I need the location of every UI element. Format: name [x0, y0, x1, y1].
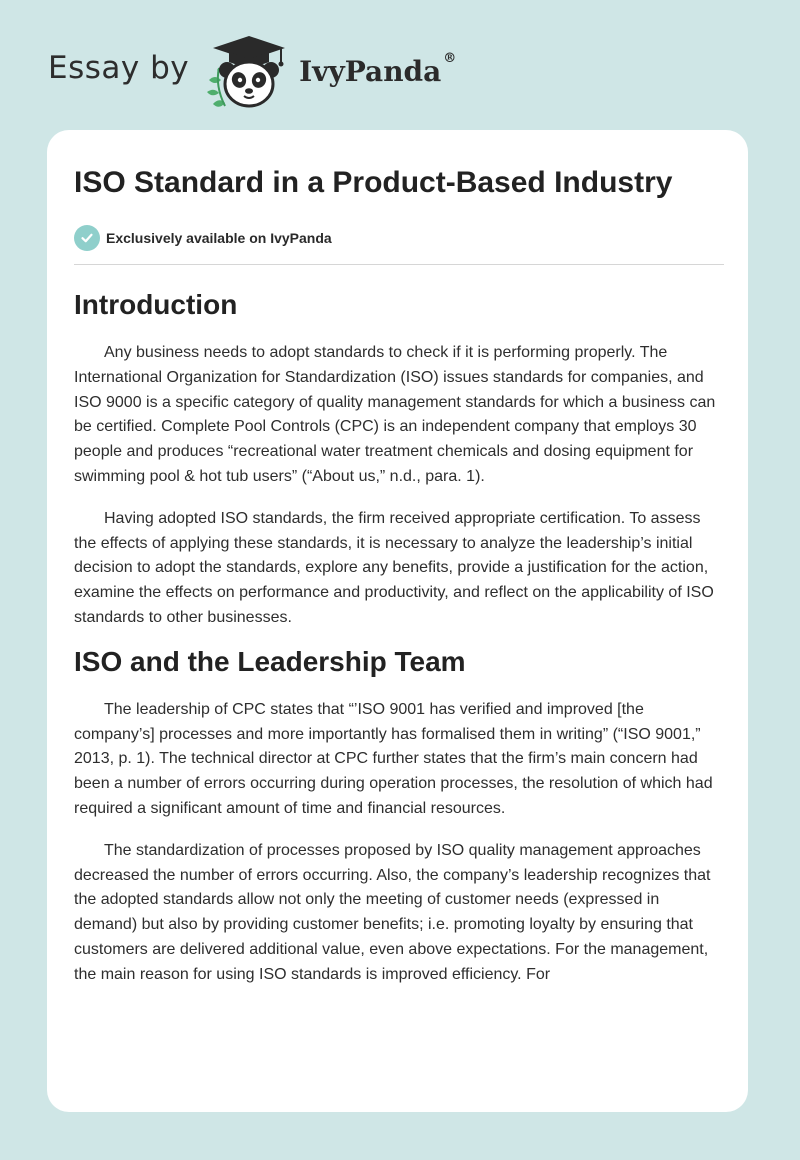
check-icon: [74, 225, 100, 251]
page-title: ISO Standard in a Product-Based Industry: [74, 166, 673, 199]
section-heading-leadership: ISO and the Leadership Team: [74, 645, 466, 677]
exclusive-label: Exclusively available on IvyPanda: [106, 230, 332, 246]
exclusive-badge: [74, 224, 724, 252]
brand-name-text: IvyPanda: [299, 54, 442, 88]
divider: [74, 264, 724, 265]
brand-header[interactable]: [48, 34, 456, 110]
paragraph: Having adopted ISO standards, the firm received appropriate certification. To assess the effects of applying these standards, it is necessary to analyze the leadership’s initial decision to adopt the standards, explore any benefits, provide a justification for the action, examine the effects on performance and productivity, and reflect on the applicability of ISO standards to other businesses.: [74, 509, 714, 626]
section-heading-introduction: Introduction: [74, 289, 238, 320]
registered-mark: ®: [443, 50, 457, 66]
article-card: [47, 130, 748, 1112]
panda-graduate-icon: [203, 34, 295, 110]
article-content: [74, 163, 724, 988]
brand-name: [299, 50, 457, 88]
paragraph: Any business needs to adopt standards to check if it is performing properly. The International Organization for Standardization (ISO) issues standards for companies, and ISO 9000 is a specific category of quality management standards for which a business can be certified. Complete Pool Controls (CPC) is an independent company that employs 30 people and produces “recreational water treatment chemicals and dosing equipment for swimming pool & hot tub users” (“About us,” n.d., para. 1).: [74, 344, 716, 485]
paragraph: The leadership of CPC states that “’ISO 9001 has verified and improved [the company’s] processes and more importantly has formalised them in writing” (“ISO 9001,” 2013, p. 1). The technical director at CPC further states that the firm’s main concern had been a number of errors occurring during operation processes, the resolution of which had required a significant amount of time and financial resources.: [74, 700, 713, 817]
brand-prefix: Essay by: [48, 50, 190, 86]
paragraph: The standardization of processes proposed by ISO quality management approaches decreased the number of errors occurring. Also, the company’s leadership recognizes that the adopted standards allow not only the meeting of customer needs (expressed in demand) but also by providing customer benefits; i.e. promoting loyalty by ensuring that customers are delivered additional value, even above expectations. For the management, the main reason for using ISO standards is improved efficiency. For: [74, 841, 711, 983]
